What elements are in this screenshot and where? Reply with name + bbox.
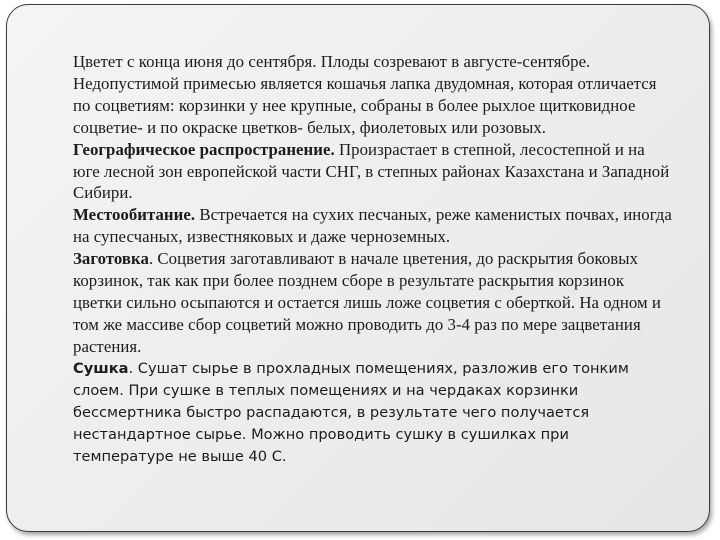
habitat-text: Встречается на сухих песчаных, реже каменистых почвах, иногда на супесчаных, известняковых и даже черноземных. xyxy=(73,205,672,247)
flowering-text: Цветет с конца июня до сентября. Плоды созревают в августе-сентябре. Недопустимой примесью является кошачья лапка двудомная, которая отличается по соцветиям: корзинки у нее крупные, собраны в более рыхлое щитковидное соцветие- и по окраске цветков- белых, фиолетовых или розовых. xyxy=(73,52,657,137)
flowering-paragraph xyxy=(73,51,673,139)
drying-heading: Сушка xyxy=(73,359,129,377)
harvest-heading: Заготовка xyxy=(73,249,149,269)
slide-frame xyxy=(6,4,710,532)
habitat-paragraph xyxy=(73,204,673,248)
harvest-paragraph xyxy=(73,248,673,358)
distribution-text: Произрастает в степной, лесостепной и на юге лесной зон европейской части СНГ, в степных районах Казахстана и Западной Сибири. xyxy=(73,139,670,203)
distribution-paragraph xyxy=(73,139,673,205)
drying-text: . Сушат сырье в прохладных помещениях, разложив его тонким слоем. При сушке в теплых помещениях и на чердаках корзинки бессмертника быстро распадаются, в результате чего получается нестандартное сырье. Можно проводить сушку в сушилках при температуре не выше 40 С. xyxy=(73,359,629,465)
drying-paragraph xyxy=(73,358,673,468)
habitat-heading: Местообитание. xyxy=(73,205,196,225)
distribution-heading: Географическое распространение. xyxy=(73,139,335,159)
slide-text-body xyxy=(73,51,673,468)
harvest-text: . Соцветия заготавливают в начале цветения, до раскрытия боковых корзинок, так как при более позднем сборе в результате раскрытия корзинок цветки сильно осыпаются и остается лишь ложе соцветия с оберткой. На одном и том же массиве сбор соцветий можно проводить до 3-4 раз по мере зацветания растения. xyxy=(73,249,661,356)
